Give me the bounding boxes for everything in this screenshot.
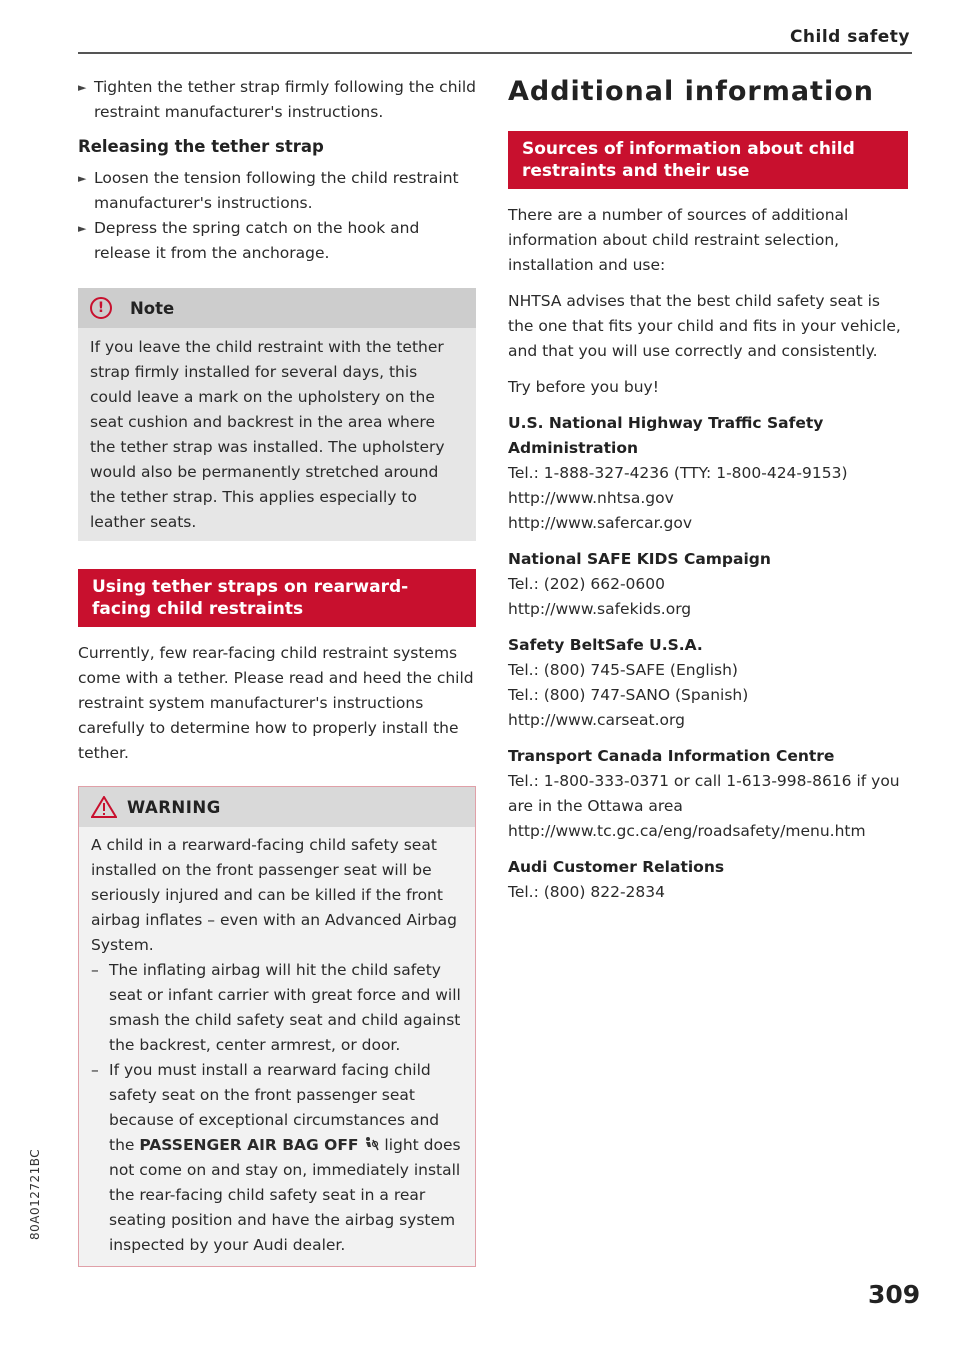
org-entry	[508, 633, 908, 733]
section-heading: Sources of information about child restraints and their use	[508, 131, 908, 189]
org-name: U.S. National Highway Traffic Safety Administration	[508, 414, 824, 457]
list-item: ► Loosen the tension following the child restraint manufacturer's instructions.	[78, 166, 476, 216]
note-title: Note	[130, 298, 175, 318]
org-line: Tel.: 1-800-333-0371 or call 1-613-998-8616 if you are in the Ottawa area	[508, 772, 900, 815]
org-entry	[508, 744, 908, 844]
org-link[interactable]: http://www.nhtsa.gov	[508, 489, 674, 507]
section-title: Child safety	[789, 27, 910, 47]
paragraph: There are a number of sources of additional information about child restraint selection, installation and use:	[508, 206, 849, 274]
org-line: Tel.: 1-888-327-4236 (TTY: 1-800-424-9153)	[508, 464, 848, 482]
note-text: If you leave the child restraint with the tether strap firmly installed for several days, this could leave a mark on the upholstery on the seat cushion and backrest in the area where the tether strap was installed. The upholstery would also be permanently stretched around the tether strap. This applies especially to leather seats.	[90, 338, 445, 531]
paragraph: Currently, few rear-facing child restraint systems come with a tether. Please read and heed the child restraint system manufacturer's instructions carefully to determine how to properly install the tether.	[78, 644, 474, 762]
org-line: Tel.: (800) 822-2834	[508, 883, 665, 901]
warning-box	[78, 786, 476, 1267]
exclamation-circle-icon: !	[90, 297, 112, 319]
org-entry	[508, 411, 908, 536]
org-line: Tel.: (202) 662-0600	[508, 575, 665, 593]
list-item: ► Depress the spring catch on the hook and release it from the anchorage.	[78, 216, 476, 266]
list-item: ► Tighten the tether strap firmly following the child restraint manufacturer's instructions.	[78, 75, 476, 125]
page-number: 309	[868, 1280, 921, 1309]
document-code: 80A012721BC	[28, 1148, 42, 1240]
paragraph: NHTSA advises that the best child safety seat is the one that fits your child and fits in your vehicle, and that you will use correctly and consistently.	[508, 292, 901, 360]
warning-title: WARNING	[127, 797, 221, 817]
triangle-bullet-icon: ►	[78, 172, 87, 185]
airbag-off-icon	[363, 1136, 379, 1152]
warning-item: – The inflating airbag will hit the child safety seat or infant carrier with great force and will smash the child safety seat and child against the backrest, center armrest, or door.	[91, 961, 461, 1054]
warning-header	[79, 787, 475, 827]
note-body	[78, 328, 476, 541]
org-name: Transport Canada Information Centre	[508, 747, 835, 765]
left-column	[78, 75, 476, 1267]
org-link[interactable]: http://www.tc.gc.ca/eng/roadsafety/menu.htm	[508, 822, 866, 840]
note-box	[78, 288, 476, 541]
org-name: Safety BeltSafe U.S.A.	[508, 636, 703, 654]
org-link[interactable]: http://www.carseat.org	[508, 711, 685, 729]
right-column	[508, 75, 908, 905]
header-rule	[78, 52, 912, 54]
warning-body	[79, 827, 475, 1266]
section-heading: Using tether straps on rearward-facing child restraints	[78, 569, 476, 627]
org-entry	[508, 855, 908, 905]
org-link[interactable]: http://www.safekids.org	[508, 600, 692, 618]
org-entry	[508, 547, 908, 622]
org-name: Audi Customer Relations	[508, 858, 725, 876]
paragraph: Try before you buy!	[508, 378, 659, 396]
org-link[interactable]: http://www.safercar.gov	[508, 514, 693, 532]
passenger-airbag-off-label: PASSENGER AIR BAG OFF	[139, 1136, 359, 1154]
subheading: Releasing the tether strap	[78, 137, 324, 156]
org-name: National SAFE KIDS Campaign	[508, 550, 771, 568]
note-header	[78, 288, 476, 328]
org-line: Tel.: (800) 745-SAFE (English)	[508, 661, 738, 679]
warning-item: – If you must install a rearward facing child safety seat on the front passenger seat because of exceptional circumstances and the PASSENGER AIR BAG OFF light does not come on and stay on, immediately install the rear-facing child safety seat in a rear seating position and have the airbag system inspected by your Audi dealer.	[91, 1061, 461, 1254]
triangle-bullet-icon: ►	[78, 222, 87, 235]
warning-intro: A child in a rearward-facing child safety seat installed on the front passenger seat will be seriously injured and can be killed if the front airbag inflates – even with an Advanced Airbag System.	[91, 836, 457, 954]
warning-triangle-icon	[91, 796, 117, 818]
triangle-bullet-icon: ►	[78, 81, 87, 94]
page-title: Additional information	[508, 76, 874, 107]
org-line: Tel.: (800) 747-SANO (Spanish)	[508, 686, 749, 704]
